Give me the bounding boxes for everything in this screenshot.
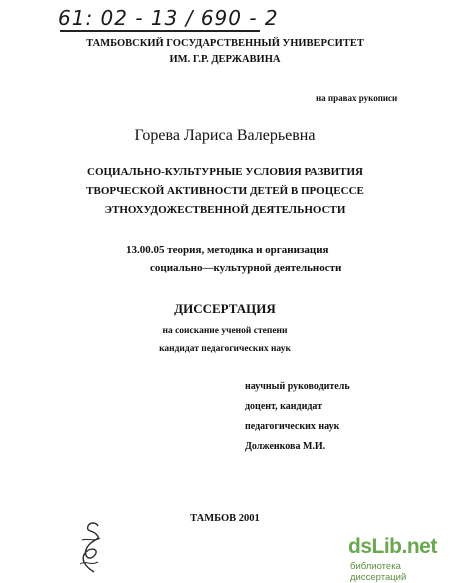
thesis-title-line: ТВОРЧЕСКОЙ АКТИВНОСТИ ДЕТЕЙ В ПРОЦЕССЕ <box>86 185 364 197</box>
specialty-code-line: 13.00.05 теория, методика и организация <box>126 244 329 256</box>
advisor-field: педагогических наук <box>245 421 340 432</box>
thesis-title-line: СОЦИАЛЬНО-КУЛЬТУРНЫЕ УСЛОВИЯ РАЗВИТИЯ <box>87 166 363 178</box>
university-eponym: ИМ. Г.Р. ДЕРЖАВИНА <box>169 54 281 65</box>
thesis-title-line: ЭТНОХУДОЖЕСТВЕННОЙ ДЕЯТЕЛЬНОСТИ <box>104 204 346 216</box>
dslib-logo[interactable]: dsLib.net <box>348 535 437 558</box>
specialty-name-line: социально—культурной деятельности <box>150 262 342 274</box>
university-name: ТАМБОВСКИЙ ГОСУДАРСТВЕННЫЙ УНИВЕРСИТЕТ <box>86 38 364 49</box>
degree-line: кандидат педагогических наук <box>159 344 291 354</box>
advisor-role: научный руководитель <box>245 381 350 392</box>
archive-number-underline <box>60 30 260 32</box>
advisor-title: доцент, кандидат <box>245 401 323 412</box>
degree-line: на соискание ученой степени <box>162 326 288 336</box>
document-type-heading: ДИССЕРТАЦИЯ <box>174 301 276 316</box>
advisor-name: Долженкова М.И. <box>245 441 326 452</box>
manuscript-rights-note: на правах рукописи <box>316 93 398 103</box>
handwritten-signature <box>74 520 108 574</box>
dslib-subtitle: библиотека диссертаций <box>350 561 407 583</box>
city-year: ТАМБОВ 2001 <box>190 513 260 524</box>
author-name: Горева Лариса Валерьевна <box>134 127 316 144</box>
archive-number-handwritten: 61: 02 - 13 / 690 - 2 <box>58 6 279 30</box>
